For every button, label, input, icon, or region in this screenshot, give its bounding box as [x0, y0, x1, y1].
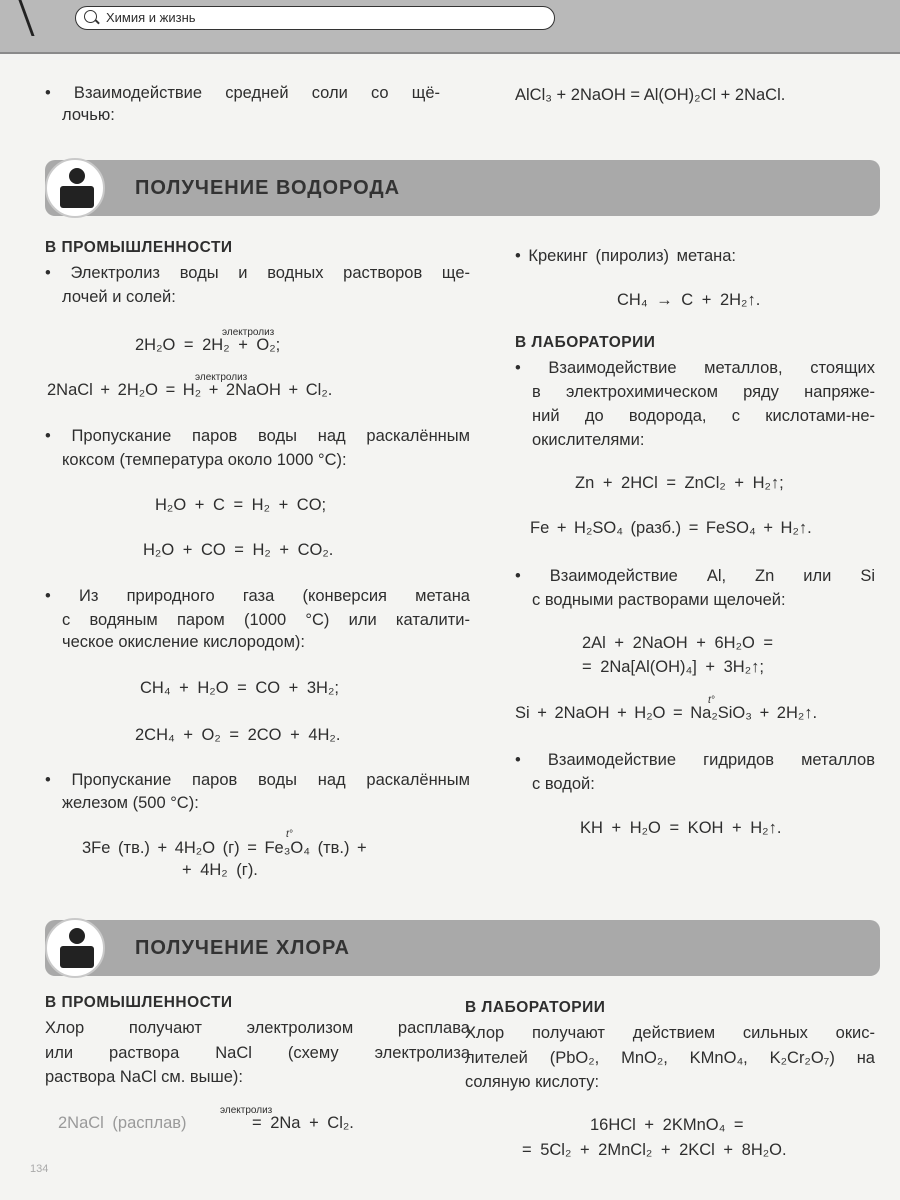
equation: Fe + H₂SO₄ (разб.) = FeSO₄ + H₂↑. — [530, 519, 812, 537]
equation: 2NaCl + 2H₂O = H₂ + 2NaOH + Cl₂. — [47, 381, 333, 399]
text-line: лителей (PbO₂, MnO₂, KMnO₄, K₂Cr₂O₇) на — [465, 1049, 875, 1067]
text-line: или раствора NaCl (схему электролиза — [45, 1044, 470, 1062]
text-line: • Пропускание паров воды над раскалённым — [45, 427, 470, 445]
text-line: с водой: — [532, 775, 595, 793]
equation: AlCl₃ + 2NaOH = Al(OH)₂Cl + 2NaCl. — [515, 86, 786, 104]
text-line: лочью: — [62, 106, 115, 124]
equation: = 5Cl₂ + 2MnCl₂ + 2KCl + 8H₂O. — [522, 1141, 787, 1159]
text-line: ний до водорода, с кислотами-не- — [532, 407, 875, 425]
section-title: ПОЛУЧЕНИЕ ХЛОРА — [135, 937, 350, 959]
section-title: ПОЛУЧЕНИЕ ВОДОРОДА — [135, 177, 401, 199]
text-line: • Электролиз воды и водных растворов ще- — [45, 264, 470, 282]
equation: = 2Na + Cl₂. — [252, 1114, 354, 1132]
equation: 2H₂O = 2H₂ + O₂; — [135, 336, 281, 354]
equation: 16HCl + 2KMnO₄ = — [590, 1116, 744, 1134]
search-icon — [84, 10, 97, 23]
reader-icon — [45, 158, 105, 218]
page-header — [0, 0, 900, 54]
equation: = 2Na[Al(OH)₄] + 3H₂↑; — [582, 658, 764, 676]
text-line: в электрохимическом ряду напряже- — [532, 383, 875, 401]
text-line: с водяным паром (1000 °С) или каталити- — [62, 611, 470, 629]
text-line: • Взаимодействие средней соли со щё- — [45, 84, 440, 102]
text-line: раствора NaCl см. выше): — [45, 1068, 243, 1086]
equation: H₂O + C = H₂ + CO; — [155, 496, 327, 514]
equation: + 4H₂ (г). — [182, 861, 258, 879]
text-line: соляную кислоту: — [465, 1073, 600, 1091]
equation: H₂O + CO = H₂ + CO₂. — [143, 541, 334, 559]
equation: CH₄ → C + 2H₂↑. — [617, 291, 761, 309]
page-number: 134 — [30, 1163, 49, 1175]
section-search-pill — [75, 6, 555, 30]
equation: KH + H₂O = KOH + H₂↑. — [580, 819, 782, 837]
text-line: • Крекинг (пиролиз) метана: — [515, 247, 736, 265]
text-line: Хлор получают действием сильных окис- — [465, 1024, 875, 1042]
equation: Zn + 2HCl = ZnCl₂ + H₂↑; — [575, 474, 784, 492]
text-line: • Взаимодействие металлов, стоящих — [515, 359, 875, 377]
text-line: • Взаимодействие Al, Zn или Si — [515, 567, 875, 585]
section-title: Химия и жизнь — [106, 10, 196, 25]
equation: 2NaCl (расплав) — [58, 1114, 187, 1132]
equation: 2CH₄ + O₂ = 2CO + 4H₂. — [135, 726, 341, 744]
lamp-icon — [18, 0, 74, 36]
equation: 3Fe (тв.) + 4H₂O (г) = Fe₃O₄ (тв.) + — [82, 839, 367, 857]
text-line: • Взаимодействие гидридов металлов — [515, 751, 875, 769]
text-line: • Пропускание паров воды над раскалённым — [45, 771, 470, 789]
subheading: В ПРОМЫШЛЕННОСТИ — [45, 239, 233, 256]
text-line: • Из природного газа (конверсия метана — [45, 587, 470, 605]
section-banner-hydrogen — [45, 160, 880, 216]
heat-label: t° — [286, 829, 293, 840]
equation: 2Al + 2NaOH + 6H₂O = — [582, 634, 774, 652]
text-line: лочей и солей: — [62, 288, 176, 306]
condition-label: электролиз — [220, 1105, 273, 1116]
heat-label: t° — [708, 695, 715, 706]
text-line: Хлор получают электролизом расплава — [45, 1019, 470, 1037]
equation: Si + 2NaOH + H₂O = Na₂SiO₃ + 2H₂↑. — [515, 704, 818, 722]
section-banner-chlorine — [45, 920, 880, 976]
text-line: окислителями: — [532, 431, 645, 449]
equation: CH₄ + H₂O = CO + 3H₂; — [140, 679, 339, 697]
text-line: коксом (температура около 1000 °С): — [62, 451, 347, 469]
condition-label: электролиз — [195, 372, 248, 383]
text-line: с водными растворами щелочей: — [532, 591, 786, 609]
subheading: В ЛАБОРАТОРИИ — [465, 999, 606, 1016]
subheading: В ЛАБОРАТОРИИ — [515, 334, 656, 351]
subheading: В ПРОМЫШЛЕННОСТИ — [45, 994, 233, 1011]
text-line: железом (500 °С): — [62, 794, 199, 812]
reader-icon — [45, 918, 105, 978]
text-line: ческое окисление кислородом): — [62, 633, 306, 651]
condition-label: электролиз — [222, 327, 275, 338]
